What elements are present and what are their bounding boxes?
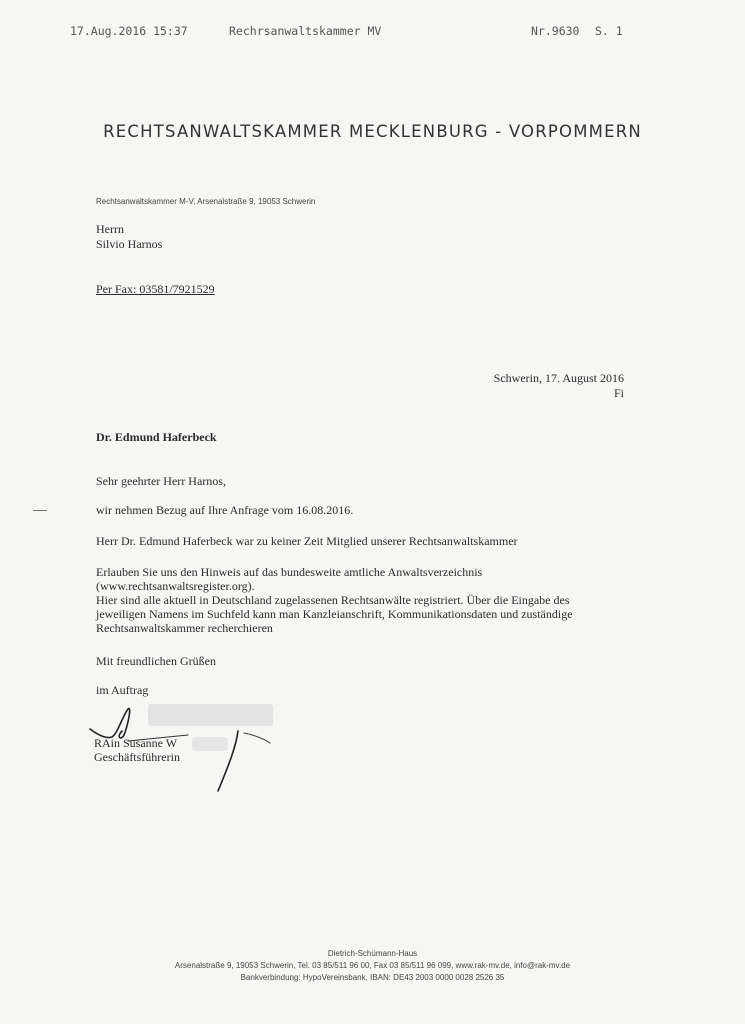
info-line: Hier sind alle aktuell in Deutschland zugelassenen Rechtsanwälte registriert. Über die Eingabe des xyxy=(96,593,570,607)
signer-name: RAin Susanne W xyxy=(94,736,178,750)
fax-date-time: 17.Aug.2016 15:37 xyxy=(70,24,188,38)
signer-title: Geschäftsführerin xyxy=(94,750,180,764)
info-line: Erlauben Sie uns den Hinweis auf das bundesweite amtliche Anwaltsverzeichnis xyxy=(96,565,483,579)
return-address: Rechtsanwaltskammer M-V, Arsenalstraße 9, 19053 Schwerin xyxy=(96,197,316,206)
footer-building: Dietrich-Schümann-Haus xyxy=(327,949,418,958)
fax-page-number: S. 1 xyxy=(595,24,623,38)
place-date-block xyxy=(494,371,624,401)
recipient-name: Silvio Harnos xyxy=(96,237,163,251)
fax-transmission-header xyxy=(0,24,745,42)
recipient-salutation: Herrn xyxy=(96,222,124,236)
place-date: Schwerin, 17. August 2016 xyxy=(493,371,624,385)
letter-reference: wir nehmen Bezug auf Ihre Anfrage vom 16.08.2016. xyxy=(96,503,354,517)
letter-greeting: Sehr geehrter Herr Harnos, xyxy=(96,474,226,488)
fax-sender: Rechrsanwaltskammer MV xyxy=(229,24,382,38)
fax-number: Nr.9630 xyxy=(531,24,580,38)
info-line: Rechtsanwaltskammer recherchieren xyxy=(96,621,273,635)
handwritten-signature xyxy=(88,695,288,805)
footer-address: Arsenalstraße 9, 19053 Schwerin, Tel. 03 85/511 96 00, Fax 03 85/511 96 099, www.rak-mv.de, info@rak-mv.de xyxy=(174,961,571,970)
letter-membership-statement: Herr Dr. Edmund Haferbeck war zu keiner Zeit Mitglied unserer Rechtsanwaltskammer xyxy=(96,534,518,548)
letter-on-behalf: im Auftrag xyxy=(96,683,149,697)
letter-closing: Mit freundlichen Grüßen xyxy=(96,654,216,668)
letter-subject: Dr. Edmund Haferbeck xyxy=(96,430,217,444)
fold-mark xyxy=(33,510,47,511)
letterhead-title: RECHTSANWALTSKAMMER MECKLENBURG - VORPOMMERN xyxy=(103,122,642,141)
recipient-block xyxy=(96,222,162,252)
footer-bank: Bankverbindung: HypoVereinsbank, IBAN: DE43 2003 0000 0028 2526 35 xyxy=(240,973,505,982)
letter-footer xyxy=(0,948,745,984)
recipient-fax-number: Per Fax: 03581/7921529 xyxy=(96,282,215,296)
letter-info-paragraph xyxy=(96,565,573,635)
reference-initials: Fi xyxy=(613,386,624,400)
info-line: jeweiligen Namens im Suchfeld kann man Kanzleianschrift, Kommunikationsdaten und zuständige xyxy=(96,607,573,621)
info-line: (www.rechtsanwaltsregister.org). xyxy=(96,579,255,593)
